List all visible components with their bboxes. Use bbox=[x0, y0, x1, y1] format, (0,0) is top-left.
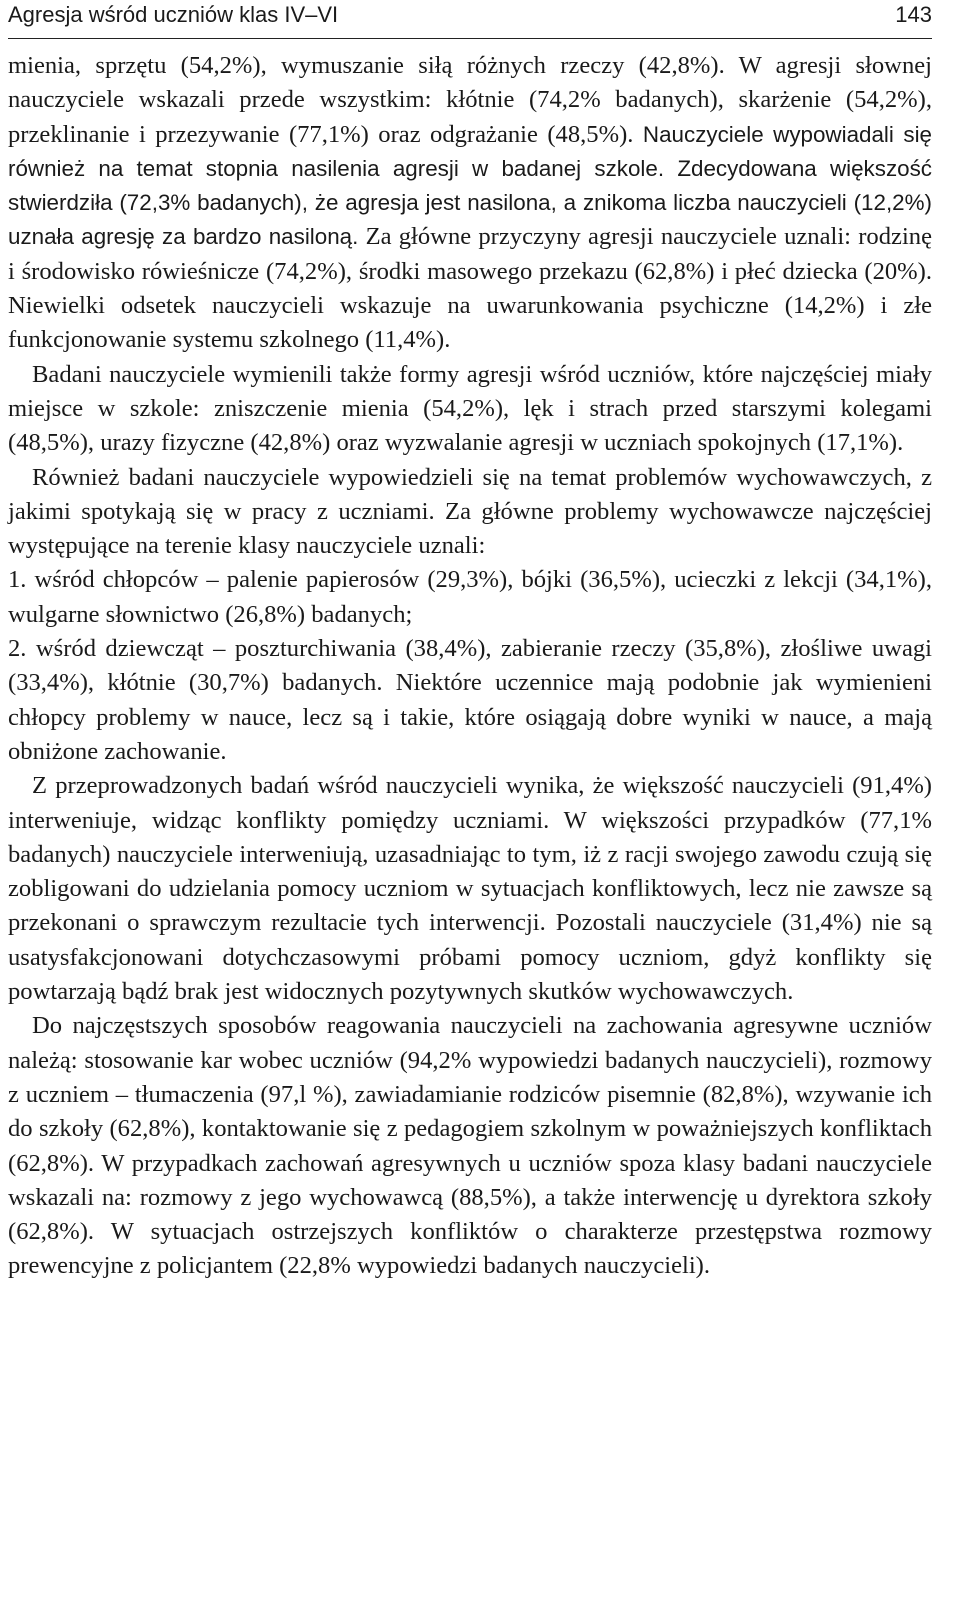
paragraph-3: Również badani nauczyciele wypowiedzieli się na temat problemów wychowawczych, z jakimi spotykają się w pracy z uczniami. Za główne problemy wychowawcze najczęściej występujące na terenie klasy nauczyciele uznali: bbox=[8, 463, 932, 560]
paragraph-1-sans: Nauczyciele wypowiadali się również na temat stopnia nasilenia agresji w badanej szkole. Zdecydowana większość stwierdziła (72,3% badanych), że agresja jest nasilona, a znikoma liczba nauczycieli (12,2%) uznała agresję za bardzo nasiloną. bbox=[8, 121, 933, 250]
paragraph-1-serif: mienia, sprzętu (54,2%), wymuszanie siłą różnych rzeczy (42,8%). W agresji słownej nauczyciele wskazali przede wszystkim: kłótnie (74,2% badanych), skarżenie (54,2%), przeklinanie i przezywanie (77,1%) oraz odgrażanie (48,5%). bbox=[8, 52, 932, 148]
running-title: Agresja wśród uczniów klas IV–VI bbox=[8, 2, 339, 27]
paragraph-4: Z przeprowadzonych badań wśród nauczycieli wynika, że większość nauczycieli (91,4%) interweniuje, widząc konflikty pomiędzy uczniami. W większości przypadków (77,1% badanych) nauczyciele interweniują, uzasadniając to tym, iż z racji swojego zawodu czują się zobligowani do udzielania pomocy uczniom w sytuacjach konfliktowych, lecz nie zawsze są przekonani o sprawczym rezultacie tych interwencji. Pozostali nauczyciele (31,4%) nie są usatysfakcjonowani dotychczasowymi próbami pomocy uczniom, gdyż konflikty się powtarzają bądź brak jest widocznych pozytywnych skutków wychowawczych. bbox=[8, 772, 932, 1006]
paragraph-5: Do najczęstszych sposobów reagowania nauczycieli na zachowania agresywne uczniów należą: stosowanie kar wobec uczniów (94,2% wypowiedzi badanych nauczycieli), rozmowy z uczniem – tłumaczenia (97,l %), zawiadamianie rodziców pisemnie (82,8%), wzywanie ich do szkoły (62,8%), kontaktowanie się z pedagogiem szkolnym w poważniejszych konfliktach (62,8%). W przypadkach zachowań agresywnych u uczniów spoza klasy badani nauczyciele wskazali na: rozmowy z jego wychowawcą (88,5%), a także interwencję u dyrektora szkoły (62,8%). W sytuacjach ostrzejszych konfliktów o charakterze przestępstwa rozmowy prewencyjne z policjantem (22,8% wypowiedzi badanych nauczycieli). bbox=[8, 1012, 932, 1280]
body-text bbox=[8, 49, 932, 1284]
running-header bbox=[8, 0, 932, 39]
paragraph-2: Badani nauczyciele wymienili także formy agresji wśród uczniów, które najczęściej miały miejsce w szkole: zniszczenie mienia (54,2%), lęk i strach przed starszymi kolegami (48,5%), urazy fizyczne (42,8%) oraz wyzwalanie agresji w uczniach spokojnych (17,1%). bbox=[8, 360, 932, 457]
page-number: 143 bbox=[895, 2, 932, 27]
paragraph-1 bbox=[8, 49, 932, 358]
document-page bbox=[8, 0, 932, 1284]
paragraph-1-serif-end: Za główne przyczyny agresji nauczyciele uznali: rodzinę i środowisko rówieśnicze (74,2%), środki masowego przekazu (62,8%) i płeć dziecka (20%). Niewielki odsetek nauczycieli wskazuje na uwarunkowania psychiczne (14,2%) i złe funkcjonowanie systemu szkolnego (11,4%). bbox=[8, 223, 932, 354]
list-item-1: 1. wśród chłopców – palenie papierosów (29,3%), bójki (36,5%), ucieczki z lekcji (34,1%), wulgarne słownictwo (26,8%) badanych; bbox=[8, 566, 932, 628]
list-item-2: 2. wśród dziewcząt – poszturchiwania (38,4%), zabieranie rzeczy (35,8%), złośliwe uwagi (33,4%), kłótnie (30,7%) badanych. Niektóre uczennice mają podobnie jak wymienieni chłopcy problemy w nauce, lecz są i takie, które osiągają dobre wyniki w nauce, a mają obniżone zachowanie. bbox=[8, 635, 932, 765]
